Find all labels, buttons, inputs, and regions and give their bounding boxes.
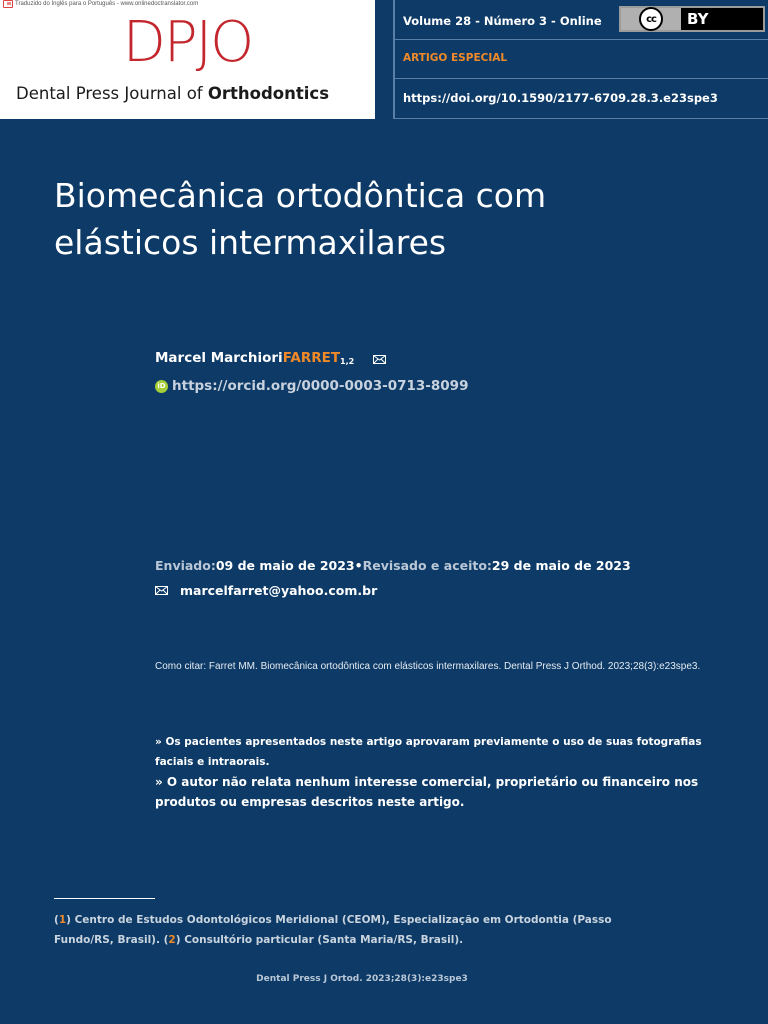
author-given-name: Marcel Marchiori bbox=[155, 350, 283, 366]
submitted-date: 09 de maio de 2023 bbox=[215, 558, 355, 573]
orcid-line bbox=[155, 378, 468, 394]
affiliation-text-1: ) Centro de Estudos Odontológicos Meridional (CEOM), Especialização em Ortodontia (Passo Fundo/RS, Brasil). ( bbox=[54, 914, 612, 946]
journal-logo-panel bbox=[0, 0, 375, 119]
translator-notice[interactable] bbox=[3, 0, 198, 8]
by-label: BY bbox=[687, 10, 709, 28]
date-separator: • bbox=[354, 558, 363, 573]
journal-name-prefix: Dental Press Journal of bbox=[16, 84, 208, 103]
author-affiliation-refs: 1,2 bbox=[340, 357, 355, 366]
translator-icon bbox=[3, 0, 13, 8]
note-patient-consent: » Os pacientes apresentados neste artigo aprovaram previamente o uso de suas fotografias faciais e intraorais. bbox=[155, 736, 702, 768]
submitted-label: Enviado: bbox=[155, 558, 216, 573]
doi-link[interactable]: https://doi.org/10.1590/2177-6709.28.3.e23spe3 bbox=[403, 91, 718, 105]
doi-row bbox=[395, 79, 768, 119]
orcid-icon: iD bbox=[155, 380, 168, 393]
affiliation-number-2: 2 bbox=[168, 934, 176, 946]
footnote-divider bbox=[54, 898, 155, 899]
translator-notice-text[interactable]: Traduzido do Inglês para o Português - www.onlinedoctranslator.com bbox=[15, 1, 199, 7]
journal-name bbox=[16, 84, 329, 103]
volume-label: Volume 28 - Número 3 - Online bbox=[403, 14, 602, 28]
orcid-link[interactable]: https://orcid.org/0000-0003-0713-8099 bbox=[172, 378, 469, 394]
revised-date: 29 de maio de 2023 bbox=[491, 558, 631, 573]
affiliation-number-1: 1 bbox=[58, 914, 67, 926]
disclosure-notes bbox=[155, 732, 725, 812]
cc-logo bbox=[621, 8, 681, 30]
section-label: ARTIGO ESPECIAL bbox=[403, 52, 508, 64]
article-header-info bbox=[393, 0, 768, 119]
section-row bbox=[395, 40, 768, 79]
affiliation-paren: ( bbox=[54, 914, 59, 926]
journal-name-bold: Orthodontics bbox=[207, 84, 330, 103]
dates-line bbox=[155, 558, 631, 573]
revised-label: Revisado e aceito: bbox=[362, 558, 492, 573]
cc-icon: cc bbox=[639, 7, 663, 31]
citation-text: Como citar: Farret MM. Biomecânica ortodôntica com elásticos intermaxilares. Dental Press J Orthod. 2023;28(3):e23spe3. bbox=[155, 661, 701, 672]
author-surname: FARRET bbox=[282, 350, 341, 366]
email-icon bbox=[155, 586, 168, 595]
contact-email[interactable]: marcelfarret@yahoo.com.br bbox=[180, 583, 378, 598]
affiliation-text-2: ) Consultório particular (Santa Maria/RS, Brasil). bbox=[175, 934, 464, 946]
note-conflict-of-interest: » O autor não relata nenhum interesse comercial, proprietário ou financeiro nos produtos ou empresas descritos neste artigo. bbox=[155, 775, 699, 809]
page-footer: Dental Press J Ortod. 2023;28(3):e23spe3 bbox=[256, 974, 468, 984]
article-title: Biomecânica ortodôntica com elásticos intermaxilares bbox=[54, 176, 547, 263]
author-email-icon[interactable] bbox=[373, 352, 386, 368]
volume-row bbox=[395, 0, 768, 40]
cc-by-license-badge[interactable] bbox=[619, 6, 765, 32]
contact-email-line bbox=[155, 583, 377, 598]
dpjo-logo-mark: DPJO bbox=[122, 10, 253, 75]
author-line bbox=[155, 350, 386, 368]
affiliations-footnote bbox=[54, 910, 664, 950]
